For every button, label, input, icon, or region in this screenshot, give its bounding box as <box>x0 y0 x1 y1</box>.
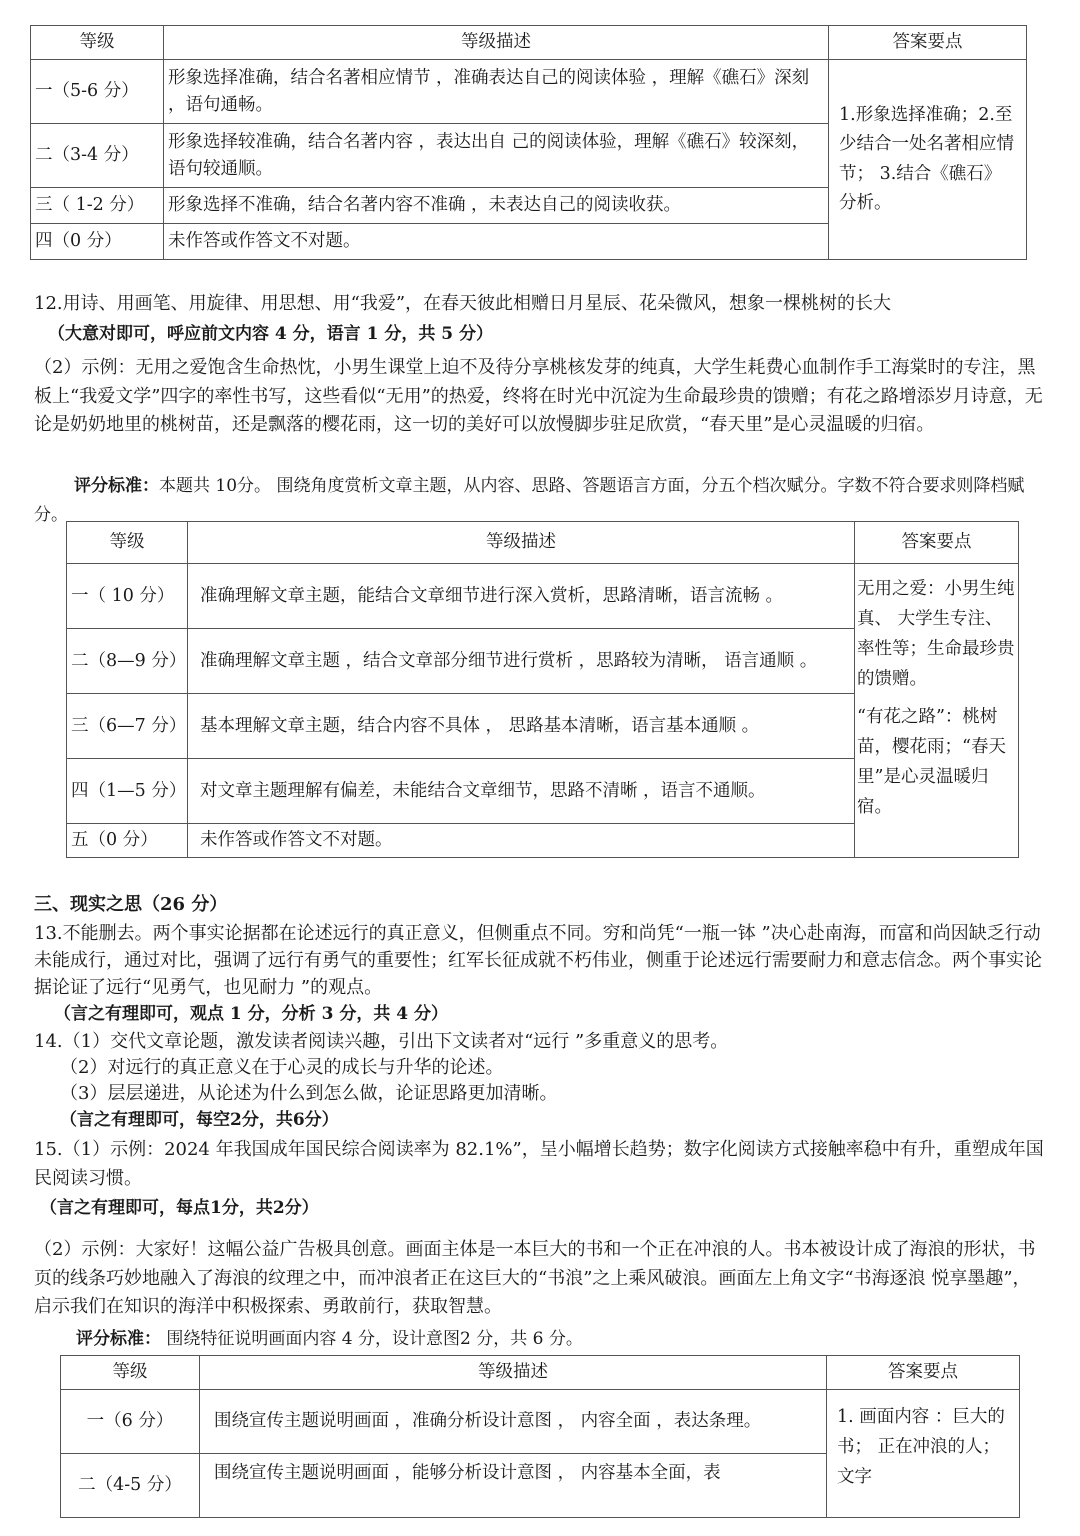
description-cell: 未作答或作答文不对题。 <box>164 224 829 260</box>
q15-criteria-text: 围绕特征说明画面内容 4 分，设计意图2 分，共 6 分。 <box>161 1329 583 1349</box>
q14-answer-2: （2）对远行的真正意义在于心灵的成长与升华的论述。 <box>60 1057 504 1078</box>
table-header-grade: 等级 <box>31 26 164 60</box>
grade-cell: 四（1—5 分） <box>67 759 188 824</box>
grade-cell: 一（5-6 分） <box>31 60 164 124</box>
grade-cell: 一（6 分） <box>61 1390 200 1454</box>
grading-table-3 <box>60 1355 1020 1518</box>
q15-criteria-label: 评分标准： <box>76 1329 161 1349</box>
description-cell: 形象选择较准确，结合名著内容 ，表达出自 己的阅读体验，理解《礁石》较深刻，语句较通顺。 <box>164 124 829 188</box>
table-header-description: 等级描述 <box>188 522 855 564</box>
q14-scoring-note: （言之有理即可，每空2分，共6分） <box>60 1110 339 1130</box>
answer-point-2: “有花之路”：桃树苗，樱花雨；“春天里”是心灵温暖归宿。 <box>857 707 1006 817</box>
grade-cell: 三（6—7 分） <box>67 694 188 759</box>
grade-cell: 二（8—9 分） <box>67 629 188 694</box>
q15-answer-1: 15.（1）示例：2024 年我国成年国民综合阅读率为 82.1%”，呈小幅增长趋势；数字化阅读方式接触率稳中有升，重塑成年国民阅读习惯。 <box>34 1139 1044 1189</box>
grading-table-2 <box>66 521 1019 858</box>
q14-answer-3: （3）层层递进，从论述为什么到怎么做，论证思路更加清晰。 <box>60 1083 558 1104</box>
table-header-description: 等级描述 <box>200 1356 827 1390</box>
q12-answer-2: （2）示例：无用之爱饱含生命热忱，小男生课堂上迫不及待分享桃核发芽的纯真，大学生耗费心血制作手工海棠时的专注，黑板上“我爱文学”四字的率性书写，这些看似“无用”的热爱，终将在时光中沉淀为生命最珍贵的馈赠；有花之路增添岁月诗意，无论是奶奶地里的桃树苗，还是飘落的樱花雨，这一切的美好可以放慢脚步驻足欣赏，“春天里”是心灵温暖的归宿。 <box>34 357 1043 435</box>
q15-answer-2: （2）示例：大家好！这幅公益广告极具创意。画面主体是一本巨大的书和一个正在冲浪的人。书本被设计成了海浪的形状，书页的线条巧妙地融入了海浪的纹理之中，而冲浪者正在这巨大的“书浪”之上乘风破浪。画面左上角文字“书海逐浪 悦享墨趣”，启示我们在知识的海洋中积极探索、勇敢前行，获取智慧。 <box>34 1239 1036 1317</box>
table-header-grade: 等级 <box>67 522 188 564</box>
table-header-answer: 答案要点 <box>829 26 1027 60</box>
grade-cell: 三（ 1-2 分） <box>31 188 164 224</box>
grade-cell: 二（4-5 分） <box>61 1454 200 1518</box>
grading-table-1 <box>30 25 1027 260</box>
q13-answer: 13.不能删去。两个事实论据都在论述远行的真正意义，但侧重点不同。穷和尚凭“一瓶一钵 ”决心赴南海，而富和尚因缺乏行动未能成行，通过对比，强调了远行有勇气的重要性；红军长征成就不朽伟业，侧重于论述远行需要耐力和意志信念。两个事实论据论证了远行“见勇气，也见耐力 ”的观点。 <box>34 923 1042 998</box>
q12-answer-1: 12.用诗、用画笔、用旋律、用思想、用“我爱”，在春天彼此相赠日月星辰、花朵微风，想象一棵桃树的长大 <box>34 293 892 314</box>
description-cell: 准确理解文章主题，能结合文章细节进行深入赏析，思路清晰，语言流畅 。 <box>188 564 855 629</box>
table-header-description: 等级描述 <box>164 26 829 60</box>
q12-criteria-label: 评分标准： <box>74 476 159 496</box>
table-header-answer: 答案要点 <box>855 522 1019 564</box>
q12-criteria-text: 本题共 10分。 围绕角度赏析文章主题，从内容、思路、答题语言方面，分五个档次赋分。字数不符合要求则降档赋分。 <box>34 476 1025 525</box>
description-cell: 围绕宣传主题说明画面 ，准确分析设计意图 ， 内容全面 ，表达条理。 <box>200 1390 827 1454</box>
answer-point-1: 无用之爱：小男生纯真、 大学生专注、率性等；生命最珍贵的馈赠。 <box>857 579 1015 689</box>
description-cell: 基本理解文章主题，结合内容不具体 ， 思路基本清晰，语言基本通顺 。 <box>188 694 855 759</box>
answer-points-cell: 1.形象选择准确；2.至少结合一处名著相应情节； 3.结合《礁石》分析。 <box>829 60 1027 260</box>
grade-cell: 五（0 分） <box>67 824 188 858</box>
description-cell: 围绕宣传主题说明画面 ，能够分析设计意图 ， 内容基本全面，表 <box>200 1454 827 1518</box>
q14-answer-1: 14.（1）交代文章论题，激发读者阅读兴趣，引出下文读者对“远行 ”多重意义的思考。 <box>34 1031 729 1052</box>
answer-points-cell <box>855 564 1019 858</box>
q15-criteria <box>34 1325 1048 1354</box>
table-header-grade: 等级 <box>61 1356 200 1390</box>
q13-scoring-note: （言之有理即可，观点 1 分，分析 3 分，共 4 分） <box>54 1004 448 1024</box>
grade-cell: 二（3-4 分） <box>31 124 164 188</box>
description-cell: 对文章主题理解有偏差，未能结合文章细节，思路不清晰 ，语言不通顺。 <box>188 759 855 824</box>
description-cell: 形象选择不准确，结合名著内容不准确 ，未表达自己的阅读收获。 <box>164 188 829 224</box>
answer-points-cell: 1. 画面内容 ：巨大的书； 正在冲浪的人；文字 <box>827 1390 1020 1518</box>
q15-scoring-note: （言之有理即可，每点1分，共2分） <box>40 1198 319 1218</box>
section-heading: 三、现实之思（26 分） <box>34 894 228 915</box>
description-cell: 未作答或作答文不对题。 <box>188 824 855 858</box>
grade-cell: 四（0 分） <box>31 224 164 260</box>
description-cell: 准确理解文章主题 ，结合文章部分细节进行赏析 ，思路较为清晰， 语言通顺 。 <box>188 629 855 694</box>
description-cell: 形象选择准确，结合名著相应情节 ，准确表达自己的阅读体验 ，理解《礁石》深刻 ，语句通畅。 <box>164 60 829 124</box>
grade-cell: 一（ 10 分） <box>67 564 188 629</box>
table-header-answer: 答案要点 <box>827 1356 1020 1390</box>
q12-scoring-note: （大意对即可，呼应前文内容 4 分，语言 1 分，共 5 分） <box>48 324 493 344</box>
